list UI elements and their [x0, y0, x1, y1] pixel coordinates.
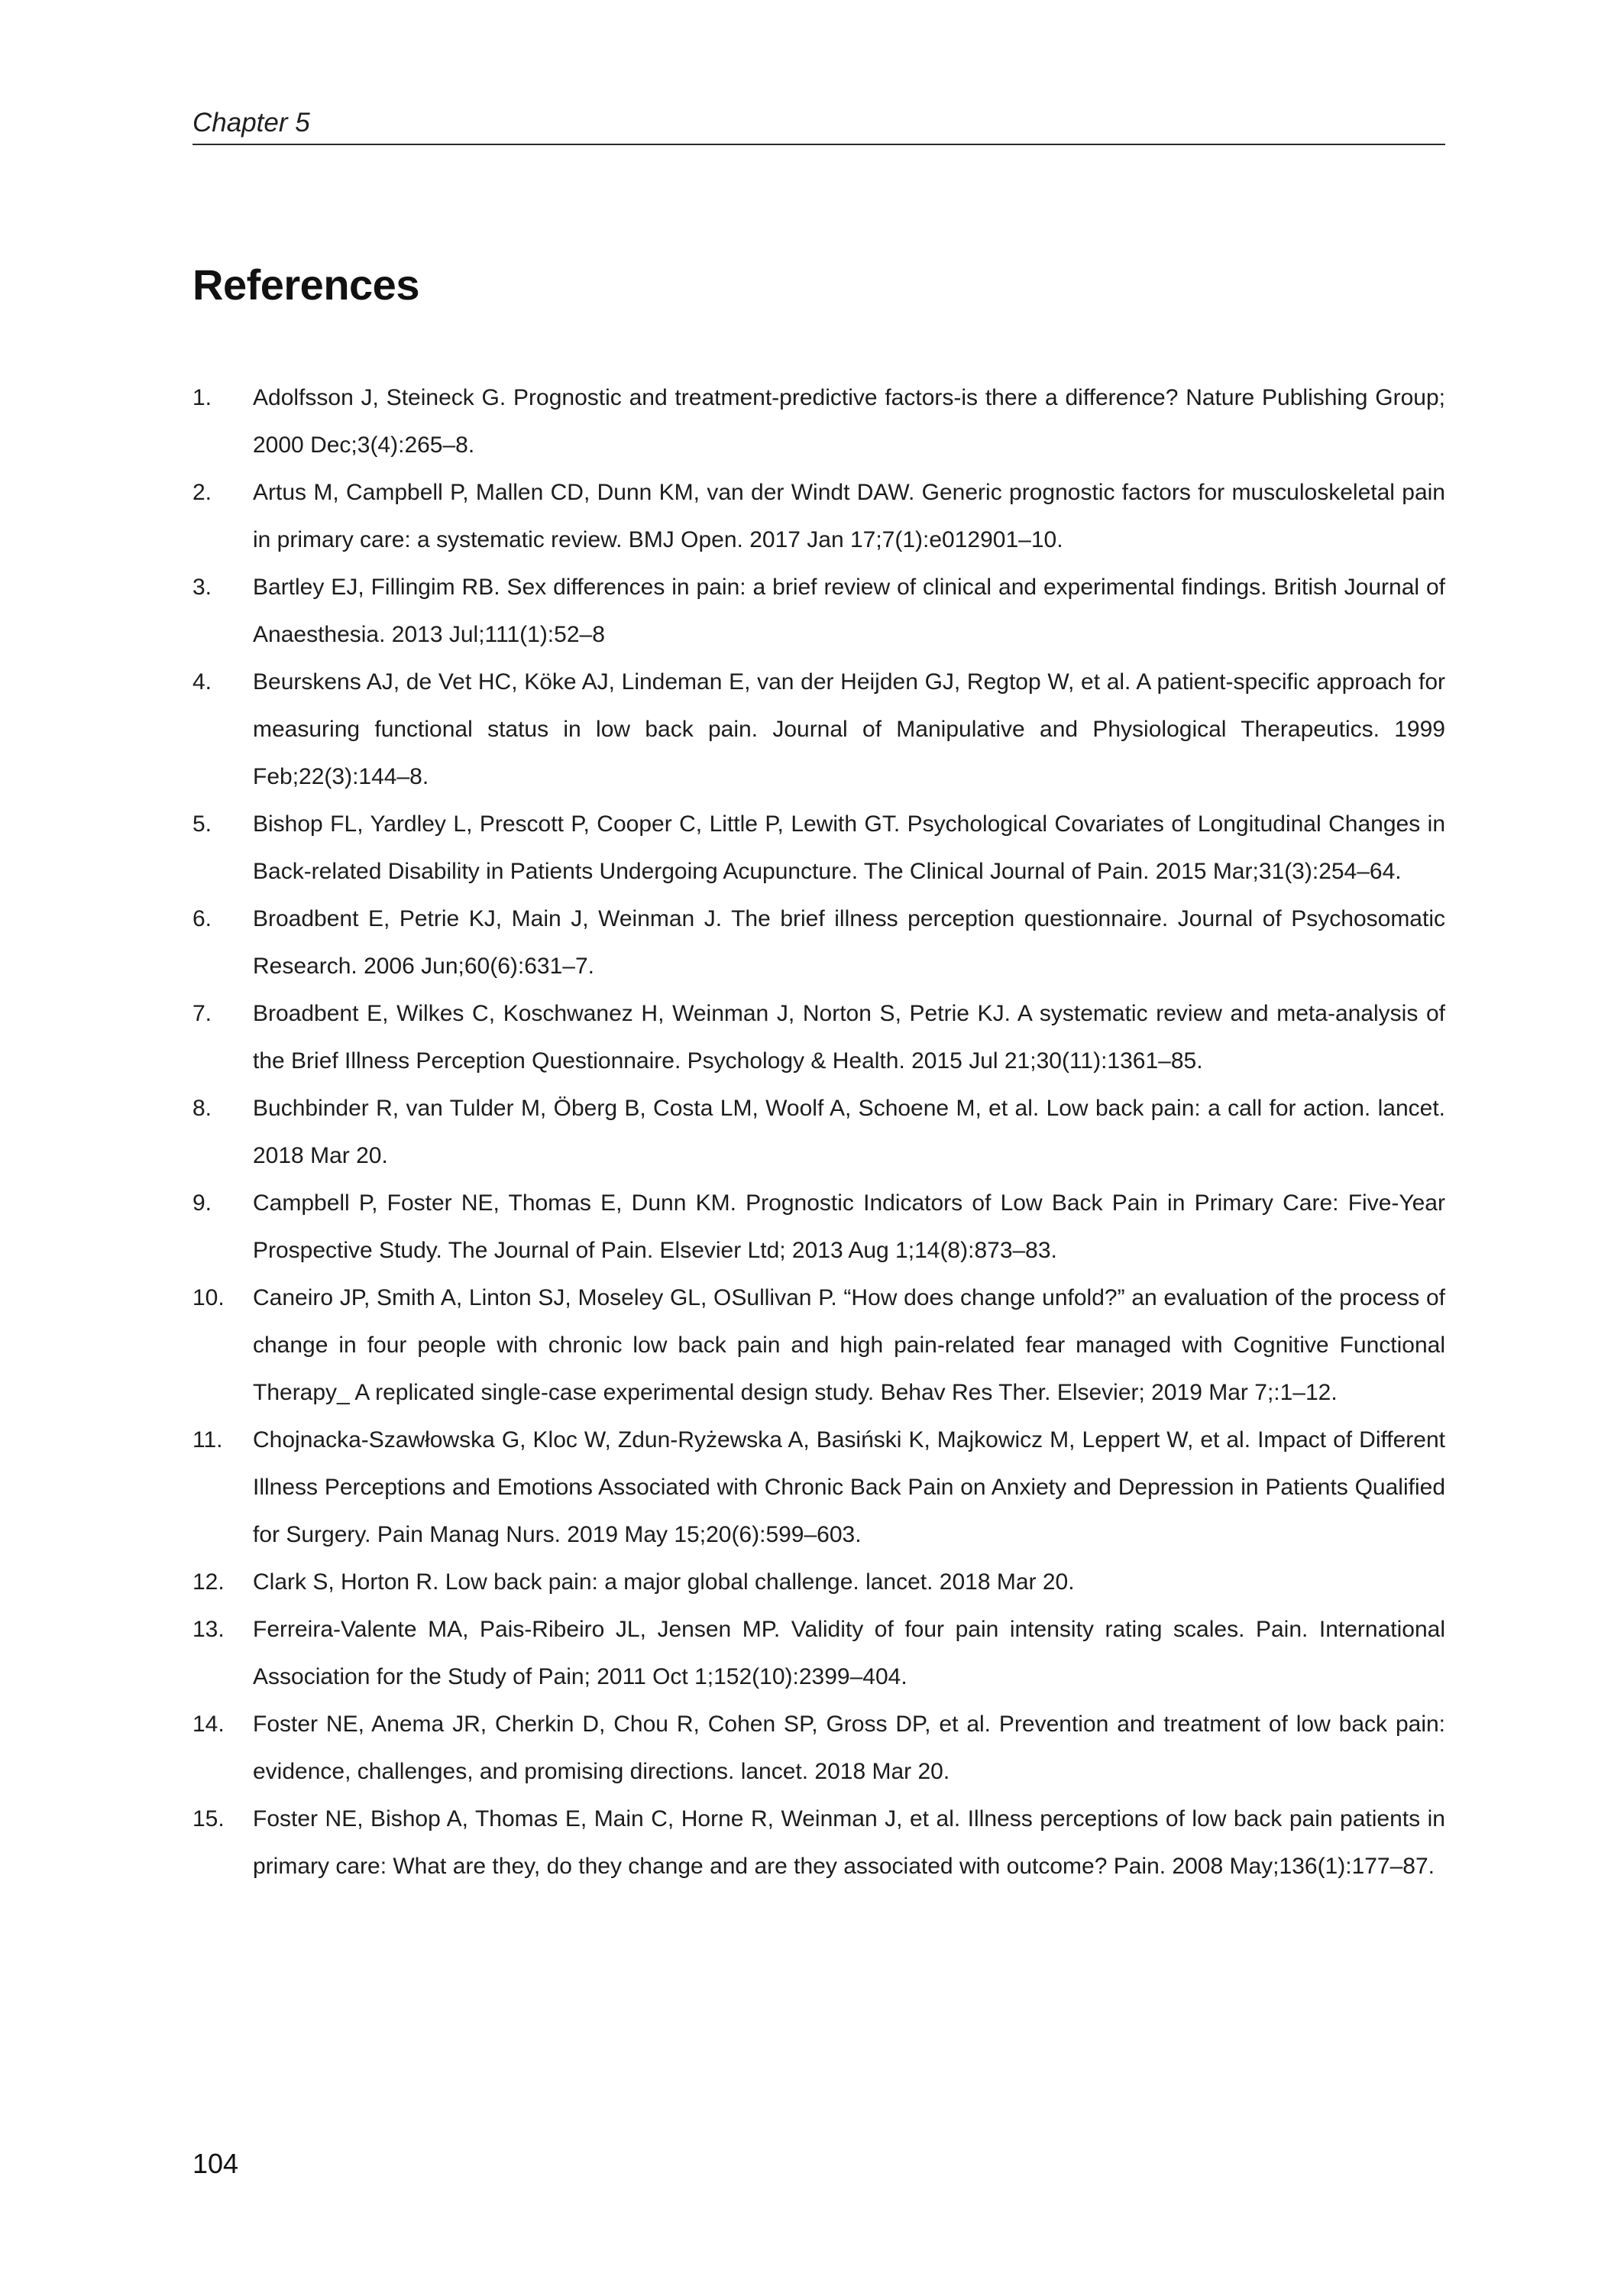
reference-text: Artus M, Campbell P, Mallen CD, Dunn KM, van der Windt DAW. Generic prognostic factors for musculoskeletal pain in primary care: a systematic review. BMJ Open. 2017 Jan 17;7(1):e012901–10.	[253, 480, 1445, 552]
reference-item-9	[192, 1180, 1445, 1274]
reference-text: Foster NE, Anema JR, Cherkin D, Chou R, Cohen SP, Gross DP, et al. Prevention and treatment of low back pain: evidence, challenges, and promising directions. lancet. 2018 Mar 20.	[253, 1712, 1445, 1784]
reference-item-13	[192, 1606, 1445, 1701]
reference-number: 11.	[192, 1427, 223, 1453]
reference-text: Broadbent E, Petrie KJ, Main J, Weinman J. The brief illness perception questionnaire. Journal of Psychosomatic Research. 2006 Jun;60(6):631–7.	[253, 906, 1445, 979]
reference-text: Campbell P, Foster NE, Thomas E, Dunn KM. Prognostic Indicators of Low Back Pain in Primary Care: Five-Year Prospective Study. The Journal of Pain. Elsevier Ltd; 2013 Aug 1;14(8):873–83.	[253, 1190, 1445, 1263]
reference-text: Ferreira-Valente MA, Pais-Ribeiro JL, Jensen MP. Validity of four pain intensity rating scales. Pain. International Association for the Study of Pain; 2011 Oct 1;152(10):2399–404.	[253, 1617, 1445, 1689]
reference-item-10	[192, 1274, 1445, 1417]
reference-number: 13.	[192, 1617, 225, 1642]
reference-item-3	[192, 564, 1445, 659]
reference-number: 14.	[192, 1712, 225, 1737]
reference-text: Bartley EJ, Fillingim RB. Sex differences in pain: a brief review of clinical and experimental findings. British Journal of Anaesthesia. 2013 Jul;111(1):52–8	[253, 575, 1445, 647]
reference-number: 3.	[192, 575, 212, 600]
reference-text: Adolfsson J, Steineck G. Prognostic and treatment-predictive factors-is there a difference? Nature Publishing Group; 2000 Dec;3(4):265–8.	[253, 385, 1445, 458]
reference-item-6	[192, 896, 1445, 990]
reference-item-15	[192, 1796, 1445, 1890]
reference-text: Caneiro JP, Smith A, Linton SJ, Moseley GL, OSullivan P. “How does change unfold?” an evaluation of the process of change in four people with chronic low back pain and high pain-related fear managed with Cognitive Functional Therapy_ A replicated single-case experimental design study. Behav Res Ther. Elsevier; 2019 Mar 7;:1–12.	[253, 1285, 1445, 1405]
reference-item-14	[192, 1701, 1445, 1796]
reference-text: Broadbent E, Wilkes C, Koschwanez H, Weinman J, Norton S, Petrie KJ. A systematic review and meta-analysis of the Brief Illness Perception Questionnaire. Psychology & Health. 2015 Jul 21;30(11):1361–85.	[253, 1001, 1445, 1074]
reference-text: Chojnacka-Szawłowska G, Kloc W, Zdun-Ryżewska A, Basiński K, Majkowicz M, Leppert W, et al. Impact of Different Illness Perceptions and Emotions Associated with Chronic Back Pain on Anxiety and Depression in Patients Qualified for Surgery. Pain Manag Nurs. 2019 May 15;20(6):599–603.	[253, 1427, 1445, 1547]
reference-number: 7.	[192, 1001, 212, 1026]
reference-number: 4.	[192, 669, 212, 695]
reference-item-2	[192, 469, 1445, 564]
reference-item-4	[192, 659, 1445, 801]
reference-number: 5.	[192, 811, 212, 837]
reference-item-11	[192, 1417, 1445, 1559]
page-number: 104	[192, 2148, 239, 2179]
reference-number: 6.	[192, 906, 212, 931]
reference-number: 8.	[192, 1096, 212, 1121]
reference-number: 2.	[192, 480, 212, 505]
reference-list	[192, 374, 1445, 1890]
reference-item-5	[192, 801, 1445, 896]
reference-item-1	[192, 374, 1445, 469]
section-title: References	[192, 261, 419, 309]
reference-text: Clark S, Horton R. Low back pain: a major global challenge. lancet. 2018 Mar 20.	[253, 1569, 1075, 1595]
reference-item-7	[192, 990, 1445, 1085]
chapter-label: Chapter 5	[192, 108, 310, 138]
reference-number: 10.	[192, 1285, 225, 1310]
reference-text: Foster NE, Bishop A, Thomas E, Main C, Horne R, Weinman J, et al. Illness perceptions of low back pain patients in primary care: What are they, do they change and are they associated with outcome? Pain. 2008 May;136(1):177–87.	[253, 1806, 1445, 1879]
reference-text: Bishop FL, Yardley L, Prescott P, Cooper C, Little P, Lewith GT. Psychological Covariates of Longitudinal Changes in Back-related Disability in Patients Undergoing Acupuncture. The Clinical Journal of Pain. 2015 Mar;31(3):254–64.	[253, 811, 1445, 884]
reference-item-12	[192, 1559, 1445, 1606]
reference-item-8	[192, 1085, 1445, 1180]
reference-number: 9.	[192, 1190, 212, 1216]
reference-number: 15.	[192, 1806, 225, 1831]
reference-number: 1.	[192, 385, 212, 410]
running-header	[192, 102, 1445, 145]
reference-text: Beurskens AJ, de Vet HC, Köke AJ, Lindeman E, van der Heijden GJ, Regtop W, et al. A patient-specific approach for measuring functional status in low back pain. Journal of Manipulative and Physiological Therapeutics. 1999 Feb;22(3):144–8.	[253, 669, 1445, 789]
reference-text: Buchbinder R, van Tulder M, Öberg B, Costa LM, Woolf A, Schoene M, et al. Low back pain: a call for action. lancet. 2018 Mar 20.	[253, 1096, 1445, 1168]
reference-number: 12.	[192, 1569, 225, 1595]
